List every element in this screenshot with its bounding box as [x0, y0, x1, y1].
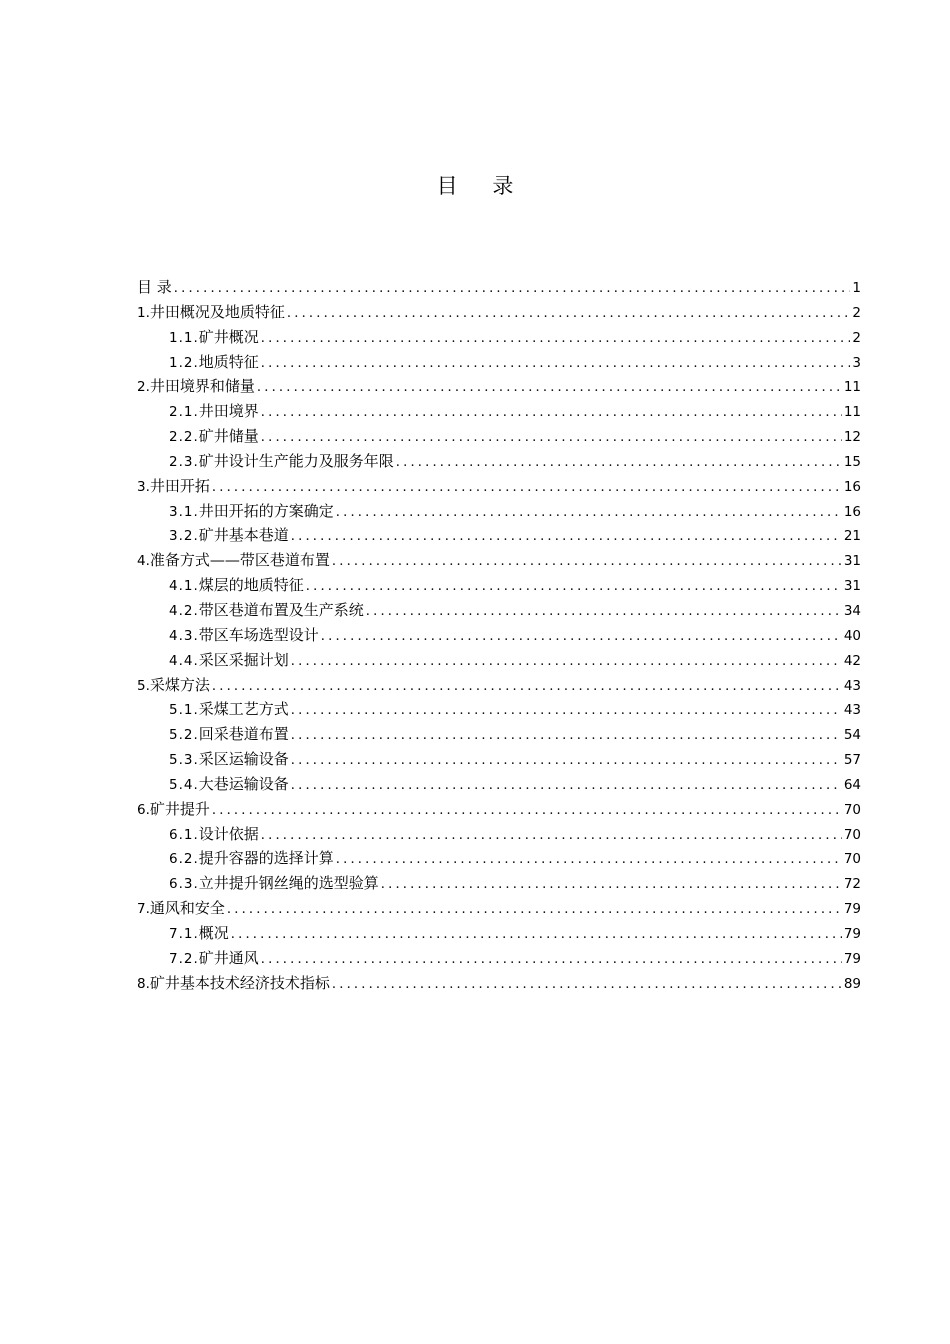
- toc-entry-number: 2.1.: [169, 404, 199, 421]
- toc-entry-label: 矿井概况: [198, 327, 259, 346]
- toc-leader-dots: [231, 923, 842, 948]
- toc-entry-number: 5.2.: [169, 727, 199, 744]
- toc-entry-label: 矿井设计生产能力及服务年限: [198, 451, 394, 470]
- toc-entry-page-number: 21: [843, 528, 861, 545]
- toc-leader-dots: [336, 848, 842, 873]
- toc-entry-label: 概况: [198, 923, 229, 942]
- toc-entry-page-number: 72: [843, 876, 861, 893]
- toc-entry-label: 带区巷道布置及生产系统: [198, 600, 364, 619]
- toc-entry-number: 3.1.: [169, 503, 199, 520]
- toc-entry-number: 2.: [137, 379, 150, 396]
- toc-entry-page-number: 40: [843, 627, 861, 644]
- toc-entry-page-number: 70: [843, 801, 861, 818]
- toc-entry-label: 通风和安全: [149, 899, 225, 918]
- table-of-contents: [137, 275, 861, 995]
- toc-leader-dots: [257, 376, 842, 401]
- toc-section-entry[interactable]: [137, 747, 861, 772]
- toc-entry-page-number: 79: [843, 950, 861, 967]
- toc-leader-dots: [336, 501, 842, 526]
- toc-section-entry[interactable]: [137, 921, 861, 946]
- toc-entry-number: 6.3.: [169, 876, 199, 893]
- toc-chapter-entry[interactable]: [137, 300, 861, 325]
- toc-entry-label: 地质特征: [198, 352, 259, 371]
- toc-section-entry[interactable]: [137, 350, 861, 375]
- toc-section-entry[interactable]: [137, 697, 861, 722]
- toc-entry-number: 6.2.: [169, 851, 199, 868]
- toc-section-entry[interactable]: [137, 648, 861, 673]
- toc-leader-dots: [287, 302, 851, 327]
- toc-leader-dots: [261, 948, 842, 973]
- toc-entry-label: 矿井储量: [198, 427, 259, 446]
- toc-leader-dots: [332, 550, 842, 575]
- toc-entry-number: 1.1.: [169, 329, 199, 346]
- toc-entry-label: 采区运输设备: [198, 750, 289, 769]
- toc-leader-dots: [261, 352, 851, 377]
- toc-section-entry[interactable]: [137, 598, 861, 623]
- toc-entry-number: 1.: [137, 304, 150, 321]
- toc-entry-page-number: 31: [843, 553, 861, 570]
- toc-section-entry[interactable]: [137, 424, 861, 449]
- toc-section-entry[interactable]: [137, 449, 861, 474]
- toc-entry-page-number: 16: [843, 503, 861, 520]
- toc-entry-page-number: 89: [843, 975, 861, 992]
- toc-entry-page-number: 2: [852, 329, 861, 346]
- toc-entry-number: 3.2.: [169, 528, 199, 545]
- toc-entry-page-number: 34: [843, 602, 861, 619]
- toc-entry-label: 矿井提升: [149, 799, 210, 818]
- toc-section-entry[interactable]: [137, 846, 861, 871]
- toc-section-entry[interactable]: [137, 399, 861, 424]
- toc-entry-page-number: 16: [843, 478, 861, 495]
- toc-entry-label: 目 录: [137, 278, 172, 296]
- toc-entry-label: 井田境界: [198, 402, 259, 421]
- toc-entry-page-number: 12: [843, 429, 861, 446]
- toc-entry-label: 煤层的地质特征: [198, 576, 304, 595]
- toc-entry-number: 4.3.: [169, 627, 199, 644]
- toc-entry-label: 大巷运输设备: [198, 774, 289, 793]
- toc-entry-label: 采煤方法: [149, 675, 210, 694]
- toc-section-entry[interactable]: [137, 523, 861, 548]
- toc-entry-page-number: 70: [843, 826, 861, 843]
- toc-chapter-entry[interactable]: [137, 797, 861, 822]
- toc-entry-number: 7.: [137, 901, 150, 918]
- toc-entry-number: 6.: [137, 801, 150, 818]
- toc-entry-page-number: 57: [843, 752, 861, 769]
- toc-leader-dots: [381, 873, 842, 898]
- toc-entry-page-number: 64: [843, 776, 861, 793]
- toc-entry-number: 2.3.: [169, 453, 199, 470]
- toc-entry-page-number: 11: [843, 379, 861, 396]
- toc-entry-page-number: 15: [843, 453, 861, 470]
- toc-entry-number: 4.1.: [169, 578, 199, 595]
- toc-chapter-entry[interactable]: [137, 673, 861, 698]
- toc-entry-label: 采煤工艺方式: [198, 700, 289, 719]
- toc-chapter-entry[interactable]: [137, 374, 861, 399]
- toc-section-entry[interactable]: [137, 822, 861, 847]
- toc-entry-label: 矿井通风: [198, 948, 259, 967]
- toc-chapter-entry[interactable]: [137, 548, 861, 573]
- toc-leader-dots: [261, 824, 842, 849]
- toc-leader-dots: [261, 327, 851, 352]
- toc-entry-label: 井田概况及地质特征: [149, 302, 285, 321]
- toc-entry-number: 3.: [137, 478, 150, 495]
- toc-entry-number: 5.1.: [169, 702, 199, 719]
- toc-leader-dots: [212, 675, 842, 700]
- toc-entry-number: 4.4.: [169, 652, 199, 669]
- toc-entry-number: 7.2.: [169, 950, 199, 967]
- toc-leader-dots: [227, 898, 842, 923]
- toc-entry-number: 5.: [137, 677, 150, 694]
- toc-section-entry[interactable]: [137, 623, 861, 648]
- toc-entry-number: 4.: [137, 553, 150, 570]
- toc-entry-page-number: 54: [843, 727, 861, 744]
- toc-chapter-entry[interactable]: [137, 275, 861, 300]
- toc-leader-dots: [332, 973, 842, 998]
- toc-entry-page-number: 3: [852, 354, 861, 371]
- toc-leader-dots: [261, 426, 842, 451]
- toc-entry-label: 矿井基本技术经济技术指标: [149, 973, 330, 992]
- toc-entry-label: 带区车场选型设计: [198, 625, 319, 644]
- toc-section-entry[interactable]: [137, 499, 861, 524]
- toc-entry-page-number: 11: [843, 404, 861, 421]
- toc-entry-label: 井田境界和储量: [149, 377, 255, 396]
- toc-entry-number: 2.2.: [169, 429, 199, 446]
- toc-chapter-entry[interactable]: [137, 474, 861, 499]
- toc-entry-page-number: 43: [843, 702, 861, 719]
- toc-entry-label: 井田开拓: [149, 476, 210, 495]
- toc-entry-number: 6.1.: [169, 826, 199, 843]
- toc-leader-dots: [212, 799, 842, 824]
- toc-entry-number: 7.1.: [169, 925, 199, 942]
- toc-section-entry[interactable]: [137, 573, 861, 598]
- toc-leader-dots: [366, 600, 842, 625]
- toc-entry-label: 采区采掘计划: [198, 650, 289, 669]
- toc-leader-dots: [396, 451, 842, 476]
- toc-entry-page-number: 42: [843, 652, 861, 669]
- toc-chapter-entry[interactable]: [137, 896, 861, 921]
- toc-leader-dots: [291, 525, 842, 550]
- toc-leader-dots: [261, 401, 842, 426]
- toc-entry-label: 设计依据: [198, 824, 259, 843]
- toc-section-entry[interactable]: [137, 722, 861, 747]
- toc-entry-number: 5.3.: [169, 752, 199, 769]
- toc-leader-dots: [291, 774, 842, 799]
- toc-entry-number: 1.2.: [169, 354, 199, 371]
- toc-entry-label: 准备方式——带区巷道布置: [149, 551, 330, 570]
- toc-entry-number: 8.: [137, 975, 150, 992]
- toc-entry-label: 提升容器的选择计算: [198, 849, 334, 868]
- toc-leader-dots: [174, 277, 851, 302]
- toc-section-entry[interactable]: [137, 871, 861, 896]
- toc-leader-dots: [291, 650, 842, 675]
- toc-entry-page-number: 1: [852, 280, 861, 296]
- toc-section-entry[interactable]: [137, 325, 861, 350]
- toc-entry-number: 5.4.: [169, 776, 199, 793]
- toc-entry-label: 回采巷道布置: [198, 725, 289, 744]
- page-title: 目 录: [436, 174, 528, 198]
- toc-chapter-entry[interactable]: [137, 971, 861, 996]
- toc-entry-page-number: 70: [843, 851, 861, 868]
- toc-section-entry[interactable]: [137, 946, 861, 971]
- toc-leader-dots: [291, 724, 842, 749]
- toc-entry-page-number: 31: [843, 578, 861, 595]
- toc-leader-dots: [291, 749, 842, 774]
- toc-entry-label: 立井提升钢丝绳的选型验算: [198, 874, 379, 893]
- toc-section-entry[interactable]: [137, 772, 861, 797]
- toc-entry-label: 井田开拓的方案确定: [198, 501, 334, 520]
- toc-leader-dots: [291, 699, 842, 724]
- toc-leader-dots: [321, 625, 842, 650]
- toc-entry-page-number: 79: [843, 901, 861, 918]
- toc-leader-dots: [212, 476, 842, 501]
- toc-leader-dots: [306, 575, 842, 600]
- toc-entry-number: 4.2.: [169, 602, 199, 619]
- toc-entry-page-number: 2: [852, 304, 861, 321]
- toc-entry-label: 矿井基本巷道: [198, 526, 289, 545]
- toc-entry-page-number: 79: [843, 925, 861, 942]
- toc-entry-page-number: 43: [843, 677, 861, 694]
